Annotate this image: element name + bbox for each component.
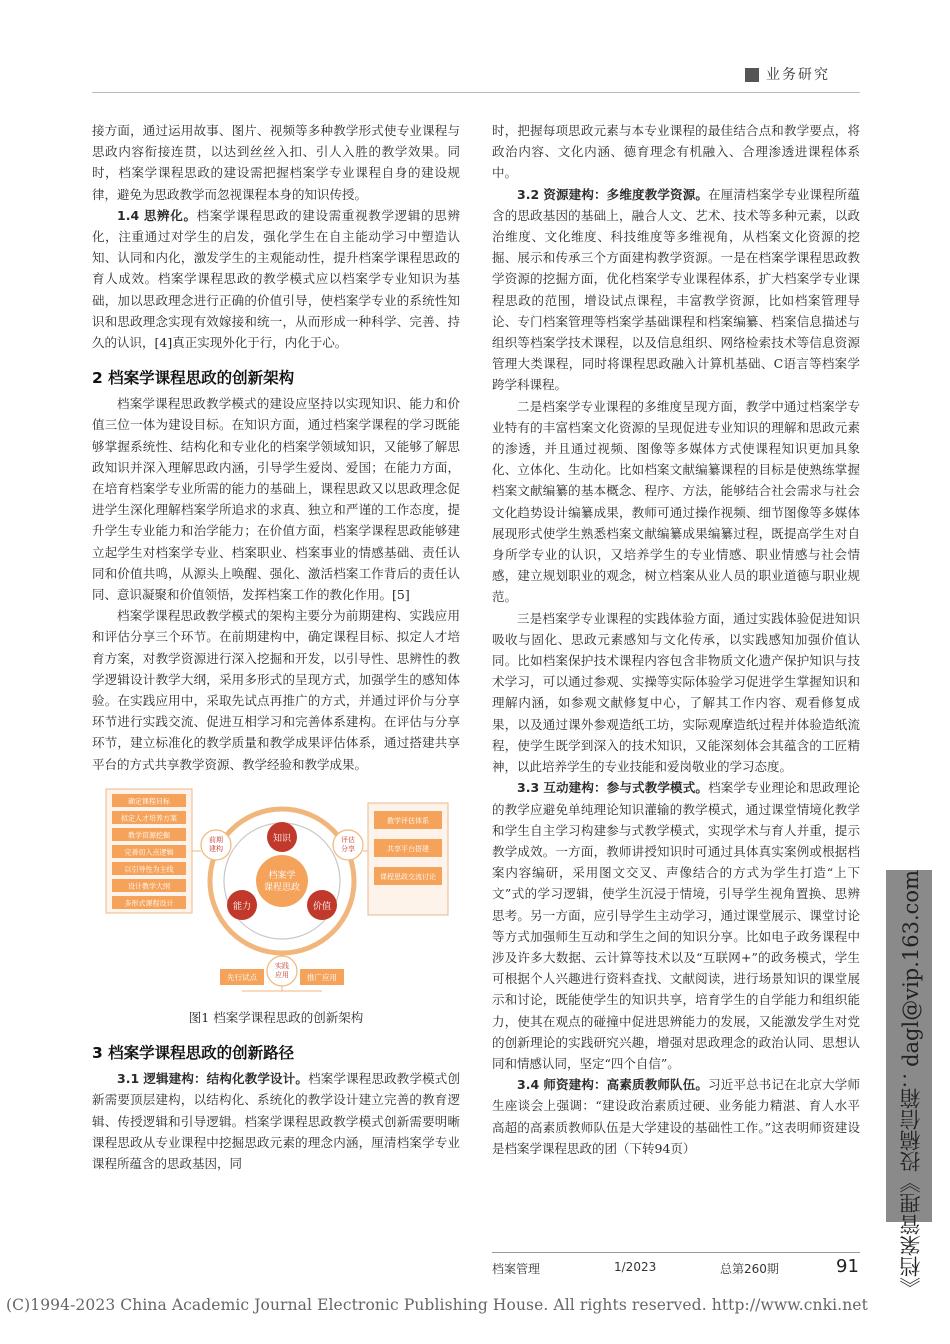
paragraph: 在厘清档案学专业课程所蕴含的思政基因的基础上，融合人文、艺术、技术等多种元素，以政治维度、文化维度、科技维度等多维视角，从档案文化资源的挖掘、展示和传承三个方面建构教学资源。一是在档案学课程思政教学资源的挖掘方面，优化档案学专业课程体系，扩大档案学专业课程思政的范围，增设试点课程，丰富教学资源，比如档案管理导论、专门档案管理等档案学基础课程和档案编纂、档案信息描述与组织等档案学技术课程，以及信息组织、网络检索技术等信息资源管理大类课程，同时将课程思政融入计算机基础、C语言等档案学跨学科课程。 (492, 186, 860, 393)
subsection-number: 3.4 (517, 1077, 540, 1093)
footer-rule (492, 1252, 860, 1253)
left-box-0-label: 确定课程目标 (128, 797, 170, 806)
subsection-3-1 (92, 1068, 460, 1174)
paragraph: 档案学课程思政教学模式的建设应坚持以实现知识、能力和价值三位一体为建设目标。在知识方面，通过档案学课程的学习既能够掌握系统性、结构化和专业化的档案学领域知识，又能够了解思政知识并深入理解思政内涵，引导学生爱岗、爱国；在能力方面，在培育档案学专业所需的能力的基础上，课程思政又以思政理念促进学生深化理解档案学所追求的求真、独立和严谨的工作态度，提升学生专业能力和治学能力；在价值方面，档案学课程思政能够建立起学生对档案学专业、档案职业、档案事业的情感基础、责任认同和价值共鸣，从源头上唤醒、强化、激活档案工作背后的责任认同、意识凝聚和价值领悟，发挥档案工作的教化作用。[5] (92, 396, 460, 603)
knowledge-label: 知识 (272, 833, 292, 844)
left-box-5-label: 设计教学大纲 (128, 882, 170, 891)
section-3-title: 3 档案学课程思政的创新路径 (92, 1044, 295, 1063)
left-box-2-label: 教学资源挖掘 (128, 831, 170, 840)
value-label: 价值 (312, 901, 332, 912)
header-square-icon (745, 68, 759, 82)
submission-email-text: 《档案管理》投稿信箱：dagl@vip.163.com (899, 870, 923, 1298)
center-label-line2: 课程思政 (263, 882, 301, 893)
footer-journal: 档案管理 (492, 1262, 541, 1276)
section-2-title: 2 档案学课程思政的创新架构 (92, 369, 295, 388)
right-box-0-label: 教学评估体系 (387, 816, 429, 825)
paragraph: 档案学课程思政教学模式创新需要顶层建构，以结构化、系统化的教学设计建立完善的教育逻辑、传授逻辑和引导逻辑。档案学课程思政教学模式创新需要明晰课程思政从专业课程中挖掘思政元素的理念内涵，厘清档案学专业课程所蕴含的思政基因，同 (92, 1071, 460, 1171)
subsection-3-4 (492, 1074, 860, 1159)
subsection-number: 3.2 (517, 186, 540, 202)
paragraph: 档案学专业理论和思政理论的教学应避免单纯理论知识灌输的教学模式，通过课堂情境化教学和学生自主学习构建参与式教学模式，实现学术与育人并重，提示教学成效。一方面，教师讲授知识时可通过具体真实案例或根据档案内容编研，采用图文交叉、声像结合的方式为学生打造“上下文”式的学习逻辑，使学生沉浸于情境，引导学生视角置换、思辨思考。另一方面，应引导学生主动学习，通过课堂展示、课堂讨论等方式加强师生互动和学生之间的知识分享。比如电子政务课程中涉及许多大数据、云计算等技术以及“互联网+”的政务模式，学生可根据个人兴趣进行资料查找、文献阅读，进行场景知识的课堂展示和讨论，既能使学生的知识共享，培育学生的自学能力和组织能力，使其在观点的碰撞中促进思辨能力的发展，又能激发学生对党的创新理论的实践研究兴趣，增强对思政理念的政治认同、思想认同和情感认同，坚定“四个自信”。 (492, 780, 860, 1071)
figure-caption: 图1 档案学课程思政的创新架构 (188, 1009, 364, 1025)
center-label-line1: 档案学 (268, 870, 296, 881)
left-box-4-label: 以引导性为主线 (124, 865, 174, 874)
architecture-diagram (92, 785, 460, 1003)
subsection-title: 逻辑建构：结构化教学设计。 (143, 1071, 309, 1087)
right-box-1-label: 共享平台搭建 (387, 844, 429, 853)
subsection-number: 3.1 (117, 1071, 140, 1087)
footer-total: 总第260期 (720, 1262, 779, 1276)
page-number: 91 (836, 1256, 859, 1277)
paragraph: 三是档案学专业课程的实践体验方面，通过实践体验促进知识吸收与固化、思政元素感知与文化传承，以实践感知加强价值认同。比如档案保护技术课程内容包含非物质文化遗产保护知识与技术学习，可以通过参观、实操等实际体验学习促进学生掌握知识和理解内涵，如参观文献修复中心，了解其工作内容、观看修复成果，以及通过课外参观造纸工坊，实际观摩造纸过程并体验造纸流程，使学生既学到深入的技术知识，又能深刻体会其蕴含的工匠精神，以此培养学生的专业技能和爱岗敬业的学习态度。 (492, 610, 860, 775)
subsection-title: 师资建构：高素质教师队伍。 (543, 1077, 709, 1093)
subsection-3-3 (492, 777, 860, 1074)
paragraph: 时，把握每项思政元素与本专业课程的最佳结合点和教学要点，将政治内容、文化内涵、德育理念有机融入、合理渗透进课程体系中。 (492, 123, 860, 181)
paragraph: 二是档案学专业课程的多维度呈现方面，教学中通过档案学专业特有的丰富档案文化资源的呈现促进专业知识的理解和思政元素的渗透，并且通过视频、图像等多媒体方式使课程知识更加具象化、立体化、生动化。比如档案文献编纂课程的目标是使熟练掌握档案文献编纂的基本概念、程序、方法，能够结合社会需求与社会文化趋势设计编纂成果，教师可通过操作视频、细节图像等多媒体展现形式使学生熟悉档案文献编纂成果编纂过程，既提高学生对自身所学专业的认识，又培养学生的专业情感、职业情感与社会情感，建立规划职业的观念，树立档案从业人员的职业道德与职业规范。 (492, 398, 860, 605)
subsection-number: 3.3 (517, 780, 540, 796)
left-column (92, 120, 460, 1174)
subsection-title: 互动建构：参与式教学模式。 (543, 780, 709, 796)
bottom-box-pilot-label: 先行试点 (227, 972, 257, 982)
paragraph: 接方面，通过运用故事、图片、视频等多种教学形式使专业课程与思政内容衔接连贯，以达到丝丝入扣、引人入胜的教学效果。同时，档案学课程思政的建设需把握档案学专业课程自身的建设规律，避免为思政教学而忽视课程本身的知识传授。 (92, 123, 460, 202)
stage-label-practice: 实践应用 (275, 961, 289, 979)
stage-label-evaluate: 评估分享 (341, 835, 355, 853)
footer-issue: 1/2023 (614, 1260, 657, 1274)
header-rule (92, 92, 860, 93)
bottom-box-promote-label: 推广应用 (307, 972, 337, 982)
subsection-3-2 (492, 184, 860, 396)
ability-label: 能力 (232, 901, 252, 912)
paragraph: 习近平总书记在北京大学师生座谈会上强调：“建设政治素质过硬、业务能力精湛、育人水平高超的高素质教师队伍是大学建设的基础性工作。”这表明师资建设是档案学课程思政的团（下转94页） (492, 1077, 860, 1156)
left-box-1-label: 拟定人才培养方案 (121, 814, 177, 823)
subsection-title: 思辨化。 (143, 207, 197, 223)
figure-1 (92, 785, 460, 1003)
right-boxes (374, 811, 442, 885)
stage-label-build: 前期建构 (209, 835, 223, 853)
left-boxes (112, 794, 186, 909)
running-header: 业务研究 (766, 67, 830, 83)
paragraph: 档案学课程思政的建设需重视教学逻辑的思辨化，注重通过对学生的启发，强化学生在自主能动学习中塑造认知、认同和内化，激发学生的主观能动性，提升档案学课程思政的育人成效。档案学课程思政的教学模式应以档案学专业知识为基础，加以思政理念进行正确的价值引导，使档案学专业的系统性知识和思政理念实现有效嫁接和统一，从而形成一种科学、完善、持久的认识，[4]真正实现外化于行，内化于心。 (92, 207, 460, 351)
right-column (492, 120, 860, 1159)
copyright-notice: (C)1994-2023 China Academic Journal Electronic Publishing House. All rights reserved. http://www.cnki.net (6, 1296, 868, 1314)
subsection-title: 资源建构：多维度教学资源。 (543, 186, 709, 202)
center-circle (256, 855, 308, 907)
left-box-3-label: 完善切入点逻辑 (124, 848, 174, 857)
right-box-2-label: 课程思政交流讨论 (380, 872, 436, 881)
subsection-number: 1.4 (117, 207, 140, 223)
paragraph: 档案学课程思政教学模式的架构主要分为前期建构、实践应用和评估分享三个环节。在前期建构中，确定课程目标、拟定人才培育方案，对教学资源进行深入挖掘和开发，以引导性、思辨性的教学逻辑设计教学大纲，采用多形式的呈现方式，加强学生的感知体验。在实践应用中，采取先试点再推广的方式，并通过评价与分享环节进行实践交流、促进互相学习和完善体系建构。在评估与分享环节，建立标准化的教学质量和教学成果评估体系，通过搭建共享平台的方式共享教学资源、教学经验和教学成果。 (92, 608, 460, 772)
subsection-1-4 (92, 205, 460, 353)
left-box-6-label: 多形式课程设计 (124, 899, 174, 908)
